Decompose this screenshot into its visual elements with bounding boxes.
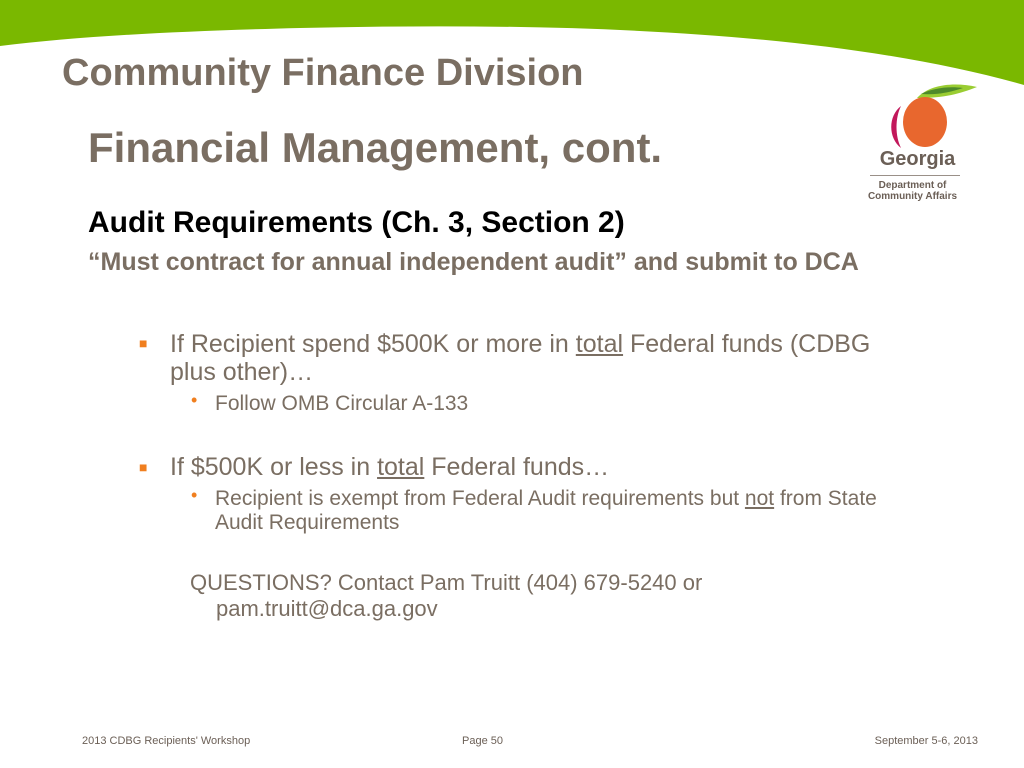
bullet-1-underlined: total: [575, 330, 624, 358]
dot-bullet-icon: •: [191, 485, 198, 505]
bullet-2-text-before: If $500K or less in: [170, 453, 378, 481]
audit-quote: “Must contract for annual independent audit” and submit to DCA: [88, 248, 859, 276]
sub-bullet-1-1: Follow OMB Circular A-133: [215, 392, 469, 415]
logo-dept-line-2: Community Affairs: [867, 191, 958, 202]
logo-divider: [870, 175, 960, 176]
footer-workshop: 2013 CDBG Recipients' Workshop: [82, 735, 251, 747]
sub-bullet-2-1: [215, 487, 915, 535]
slide-title: Financial Management, cont.: [88, 124, 663, 171]
footer-page-number: Page 50: [462, 735, 503, 747]
square-bullet-icon: ■: [139, 335, 148, 351]
dot-bullet-icon: •: [191, 390, 198, 410]
bullet-1-text-after: Federal funds (CDBG plus other)…: [170, 330, 871, 386]
division-header: Community Finance Division: [62, 52, 584, 94]
bullet-2-text-after: Federal funds…: [424, 453, 610, 481]
sub-bullet-2-1-after: from State Audit Requirements: [215, 487, 877, 534]
logo-dept-line-1: Department of: [878, 180, 947, 191]
bullet-item-2: [170, 453, 910, 481]
bullet-item-1: [170, 330, 910, 386]
logo-wordmark: Georgia: [879, 148, 956, 170]
sub-bullet-2-1-underlined: not: [744, 487, 775, 510]
footer-date: September 5-6, 2013: [874, 735, 978, 747]
bullet-2-underlined: total: [377, 453, 425, 481]
square-bullet-icon: ■: [139, 459, 148, 475]
bullet-1-text-before: If Recipient spend $500K or more in: [170, 330, 576, 358]
questions-contact: QUESTIONS? Contact Pam Truitt (404) 679-5240 or pam.truitt@dca.ga.gov: [190, 570, 703, 621]
sub-bullet-2-1-before: Recipient is exempt from Federal Audit requirements but: [215, 487, 745, 510]
logo-department: [855, 180, 970, 202]
section-subheading: Audit Requirements (Ch. 3, Section 2): [88, 206, 625, 239]
